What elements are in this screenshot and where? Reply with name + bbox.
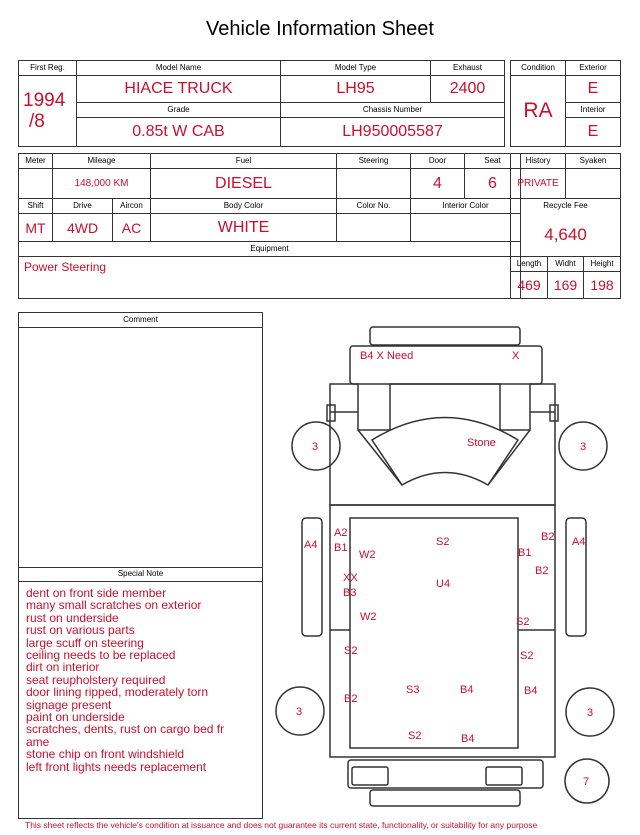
mark-left-step: A4 <box>304 539 318 551</box>
rear-bumper-bottom <box>370 790 520 806</box>
mark-front-bumper-right: X <box>512 350 520 362</box>
mileage-label: Mileage <box>53 154 151 169</box>
special-note-item: seat reupholstery required <box>26 672 166 687</box>
height-value: 198 <box>584 272 621 299</box>
first-reg-year: 1994 <box>23 90 66 111</box>
mark-l-w2a: W2 <box>359 549 376 561</box>
recycle-value: 4,640 <box>511 214 621 257</box>
history-label: History <box>511 154 566 169</box>
length-label: Length <box>511 257 548 272</box>
special-note-item: dirt on interior <box>26 660 100 675</box>
special-note-item: large scuff on steering <box>26 635 144 650</box>
equipment-label: Equipment <box>19 242 521 257</box>
interior-color-label: Interior Color <box>411 199 521 214</box>
width-value: 169 <box>548 272 584 299</box>
first-reg-value <box>19 76 77 147</box>
mark-l-xx: XX <box>343 572 358 584</box>
aircon-label: Aircon <box>113 199 151 214</box>
exterior-value: E <box>566 76 621 103</box>
mark-l-b1: B1 <box>334 542 348 554</box>
model-type-label: Model Type <box>281 61 431 76</box>
interior-color-value <box>411 214 521 242</box>
mark-r-s2b: S2 <box>520 650 534 662</box>
seat-label: Seat <box>465 154 521 169</box>
syaken-value <box>566 169 621 199</box>
vehicle-diagram <box>270 318 632 818</box>
steering-value <box>337 169 411 199</box>
special-note-item: scratches, dents, rust on cargo bed fr <box>26 722 225 737</box>
drive-label: Drive <box>53 199 113 214</box>
mirror-right <box>550 405 558 421</box>
exhaust-value: 2400 <box>431 76 505 103</box>
page-title: Vehicle Information Sheet <box>206 18 434 40</box>
mark-r-s2a: S2 <box>516 616 530 628</box>
interior-label: Interior <box>566 103 621 118</box>
step-left <box>302 518 322 636</box>
door-label: Door <box>411 154 465 169</box>
mark-r-b2a: B2 <box>541 531 555 543</box>
first-reg-label: First Reg. <box>19 61 77 76</box>
special-note-divider <box>18 567 263 568</box>
tail-light-left <box>352 767 388 785</box>
model-name-value: HIACE TRUCK <box>77 76 281 103</box>
special-note-item: rust on underside <box>26 610 119 625</box>
mark-wheel-rr: 3 <box>587 707 594 719</box>
chassis-label: Chassis Number <box>281 103 505 118</box>
special-note-item: door lining ripped, moderately torn <box>26 685 209 700</box>
cab-line-1 <box>358 430 402 485</box>
tail-light-right <box>486 767 522 785</box>
aircon-value: AC <box>113 214 151 242</box>
mark-front-bumper: B4 X Need <box>360 350 414 362</box>
mark-right-step: A4 <box>572 536 586 548</box>
rear-bumper <box>348 760 543 788</box>
model-name-label: Model Name <box>77 61 281 76</box>
comment-label: Comment <box>123 315 158 324</box>
shift-label: Shift <box>19 199 53 214</box>
exhaust-label: Exhaust <box>431 61 505 76</box>
special-note-item: paint on underside <box>26 710 125 725</box>
mark-l-b2: B2 <box>344 693 358 705</box>
special-note-item: dent on front side member <box>26 586 167 600</box>
chassis-value: LH950005587 <box>281 118 505 147</box>
special-note-item: stone chip on front windshield <box>26 747 185 762</box>
mark-l-a2: A2 <box>334 527 348 539</box>
shift-value: MT <box>19 214 53 242</box>
color-no-label: Color No. <box>337 199 411 214</box>
body-color-value: WHITE <box>151 214 337 242</box>
condition-label: Condition <box>511 61 566 76</box>
interior-value: E <box>566 118 621 147</box>
seat-value: 6 <box>465 169 521 199</box>
mark-windshield: Stone <box>467 437 496 449</box>
first-reg-month: /8 <box>29 111 45 132</box>
side-table <box>510 153 621 299</box>
special-note-item: many small scratches on exterior <box>26 598 202 613</box>
special-note-item: rust on various parts <box>26 623 135 638</box>
special-note-label: Special Note <box>117 569 164 578</box>
door-value: 4 <box>411 169 465 199</box>
special-note-item: signage present <box>26 697 112 712</box>
meter-value <box>19 169 53 199</box>
special-note-item: ame <box>26 734 50 749</box>
mileage-value: 148,000 KM <box>53 169 151 199</box>
mirror-left <box>327 405 335 421</box>
mark-bed-b4: B4 <box>460 684 474 696</box>
mark-rear-b4: B4 <box>461 733 475 745</box>
condition-table <box>510 60 621 147</box>
comment-divider <box>18 327 263 328</box>
grade-value: 0.85t W CAB <box>77 118 281 147</box>
cab-outline <box>330 384 555 505</box>
model-type-value: LH95 <box>281 76 431 103</box>
mark-wheel-rl: 3 <box>296 706 303 718</box>
front-bumper-top <box>370 327 520 345</box>
steering-label: Steering <box>337 154 411 169</box>
fuel-label: Fuel <box>151 154 337 169</box>
mark-r-b1: B1 <box>518 547 532 559</box>
mark-r-b4: B4 <box>524 685 538 697</box>
grade-label: Grade <box>77 103 281 118</box>
mark-wheel-fl: 3 <box>312 441 319 453</box>
equipment-value: Power Steering <box>19 257 521 299</box>
special-note-item: ceiling needs to be replaced <box>26 648 176 663</box>
mark-rear-s2: S2 <box>408 730 422 742</box>
mark-wheel-fr: 3 <box>580 441 587 453</box>
recycle-label: Recycle Fee <box>511 199 621 214</box>
meter-label: Meter <box>19 154 53 169</box>
history-value: PRIVATE <box>511 169 566 199</box>
length-value: 469 <box>511 272 548 299</box>
mark-l-w2b: W2 <box>360 611 377 623</box>
color-no-value <box>337 214 411 242</box>
mark-l-s2: S2 <box>344 645 358 657</box>
mark-roof-s2: S2 <box>436 536 450 548</box>
mark-r-b2b: B2 <box>535 565 549 577</box>
exterior-label: Exterior <box>566 61 621 76</box>
syaken-label: Syaken <box>566 154 621 169</box>
special-note-item: left front lights needs replacement <box>26 759 207 774</box>
footer-disclaimer: This sheet reflects the vehicle's condition at issuance and does not guarantee its current state, functionality, or suitability for any purpose <box>25 820 538 830</box>
condition-value: RA <box>511 76 566 147</box>
details-table <box>18 153 521 299</box>
header-table <box>18 60 505 147</box>
width-label: Widht <box>548 257 584 272</box>
mark-l-b3: B3 <box>343 587 357 599</box>
height-label: Height <box>584 257 621 272</box>
drive-value: 4WD <box>53 214 113 242</box>
body-color-label: Body Color <box>151 199 337 214</box>
special-note-divider-2 <box>18 581 263 582</box>
special-notes-list <box>26 587 262 773</box>
fuel-value: DIESEL <box>151 169 337 199</box>
mark-spare: 7 <box>583 776 590 788</box>
mark-roof-u4: U4 <box>436 578 451 590</box>
mark-bed-s3: S3 <box>406 684 420 696</box>
